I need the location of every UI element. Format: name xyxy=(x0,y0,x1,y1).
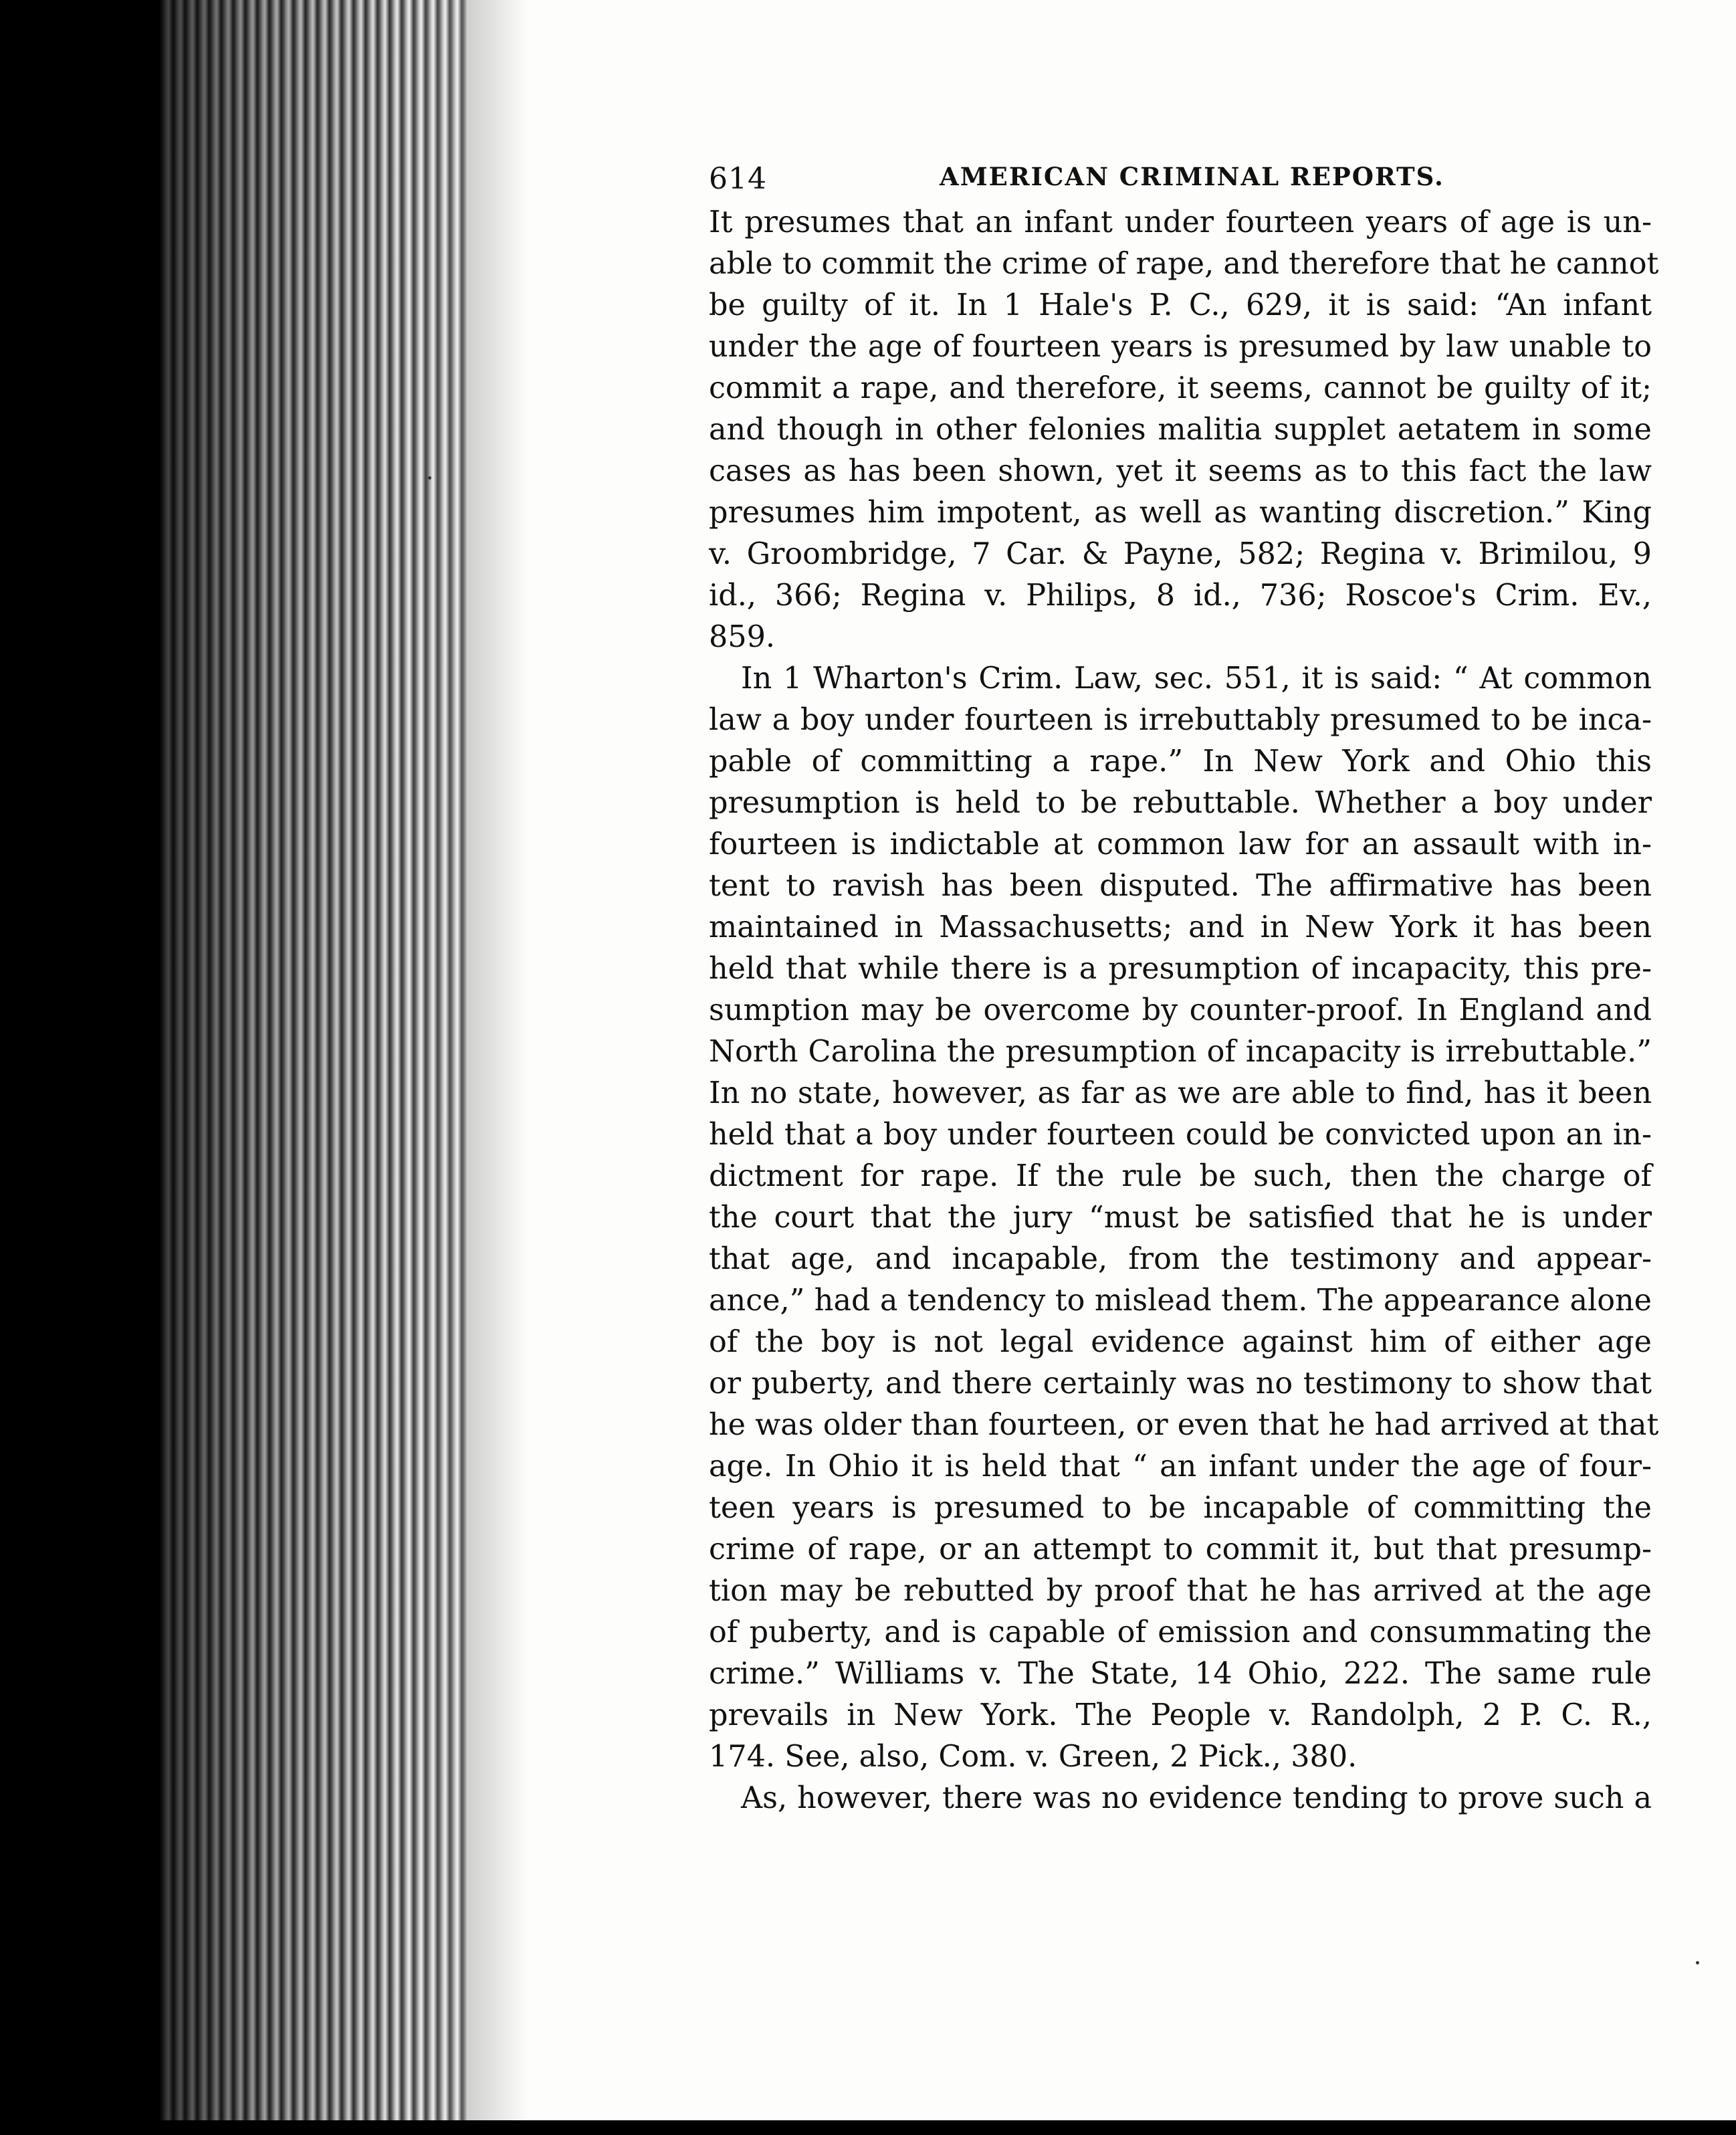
text-line: cases as has been shown, yet it seems as to this fact the law xyxy=(709,454,1652,488)
text-line: 859. xyxy=(709,620,776,654)
text-line: under the age of fourteen years is presumed by law unable to xyxy=(709,330,1652,364)
text-line: 174. See, also, Com. v. Green, 2 Pick., 380. xyxy=(709,1740,1358,1774)
text-line: pable of committing a rape.” In New York and Ohio this xyxy=(709,744,1652,779)
text-line: North Carolina the presumption of incapacity is irrebuttable.” xyxy=(709,1035,1652,1069)
text-line: id., 366; Regina v. Philips, 8 id., 736; Roscoe's Crim. Ev., xyxy=(709,579,1652,613)
text-line: he was older than fourteen, or even that he had arrived at that xyxy=(709,1408,1659,1442)
text-line: and though in other felonies malitia supplet aetatem in some xyxy=(709,413,1652,447)
text-line: of puberty, and is capable of emission and consummating the xyxy=(709,1615,1652,1649)
text-line: crime of rape, or an attempt to commit it, but that presump- xyxy=(709,1532,1652,1566)
book-page-edges xyxy=(160,0,468,2135)
text-line: the court that the jury “must be satisfied that he is under xyxy=(709,1201,1652,1235)
paragraph-2 xyxy=(709,658,1659,1778)
page-number: 614 xyxy=(709,162,767,196)
text-line: presumption is held to be rebuttable. Whether a boy under xyxy=(709,786,1652,820)
text-line: In no state, however, as far as we are able to find, has it been xyxy=(709,1076,1652,1110)
scan-bottom-edge xyxy=(0,2120,1736,2135)
text-line: ance,” had a tendency to mislead them. The appearance alone xyxy=(709,1284,1652,1318)
text-line: tent to ravish has been disputed. The affirmative has been xyxy=(709,869,1652,903)
text-line: presumes him impotent, as well as wanting discretion.” King xyxy=(709,496,1652,530)
text-line: crime.” Williams v. The State, 14 Ohio, 222. The same rule xyxy=(709,1657,1652,1691)
text-line: law a boy under fourteen is irrebuttably presumed to be inca- xyxy=(709,703,1652,737)
text-line: able to commit the crime of rape, and therefore that he cannot xyxy=(709,247,1659,281)
text-line: dictment for rape. If the rule be such, then the charge of xyxy=(709,1159,1652,1193)
text-line: As, however, there was no evidence tending to prove such a xyxy=(741,1781,1652,1815)
body-text xyxy=(709,202,1659,1819)
text-line: prevails in New York. The People v. Randolph, 2 P. C. R., xyxy=(709,1698,1652,1732)
running-head xyxy=(709,148,1652,202)
text-line: held that a boy under fourteen could be convicted upon an in- xyxy=(709,1118,1652,1152)
text-line: of the boy is not legal evidence against him of either age xyxy=(709,1325,1652,1359)
page-content xyxy=(709,148,1659,1819)
text-line: that age, and incapable, from the testimony and appear- xyxy=(709,1242,1652,1276)
text-line: v. Groombridge, 7 Car. & Payne, 582; Regina v. Brimilou, 9 xyxy=(709,537,1652,571)
text-line: teen years is presumed to be incapable of committing the xyxy=(709,1491,1652,1525)
text-line: or puberty, and there certainly was no testimony to show that xyxy=(709,1366,1652,1401)
text-line: In 1 Wharton's Crim. Law, sec. 551, it is said: “ At common xyxy=(741,662,1652,696)
text-line: sumption may be overcome by counter-proof. In England and xyxy=(709,993,1652,1027)
text-line: maintained in Massachusetts; and in New York it has been xyxy=(709,910,1652,944)
text-line: tion may be rebutted by proof that he has arrived at the age xyxy=(709,1574,1652,1608)
text-line: It presumes that an infant under fourteen years of age is un- xyxy=(709,205,1652,239)
text-line: age. In Ohio it is held that “ an infant under the age of four- xyxy=(709,1449,1652,1484)
scan-speck xyxy=(428,476,431,480)
text-line: fourteen is indictable at common law for an assault with in- xyxy=(709,827,1652,861)
text-line: commit a rape, and therefore, it seems, cannot be guilty of it; xyxy=(709,371,1652,405)
text-line: be guilty of it. In 1 Hale's P. C., 629, it is said: “An infant xyxy=(709,288,1652,322)
scan-speck xyxy=(1696,1961,1699,1964)
paragraph-1 xyxy=(709,202,1659,658)
paragraph-3 xyxy=(709,1778,1652,1819)
running-title: AMERICAN CRIMINAL REPORTS. xyxy=(940,162,1444,191)
text-line: held that while there is a presumption of incapacity, this pre- xyxy=(709,952,1652,986)
